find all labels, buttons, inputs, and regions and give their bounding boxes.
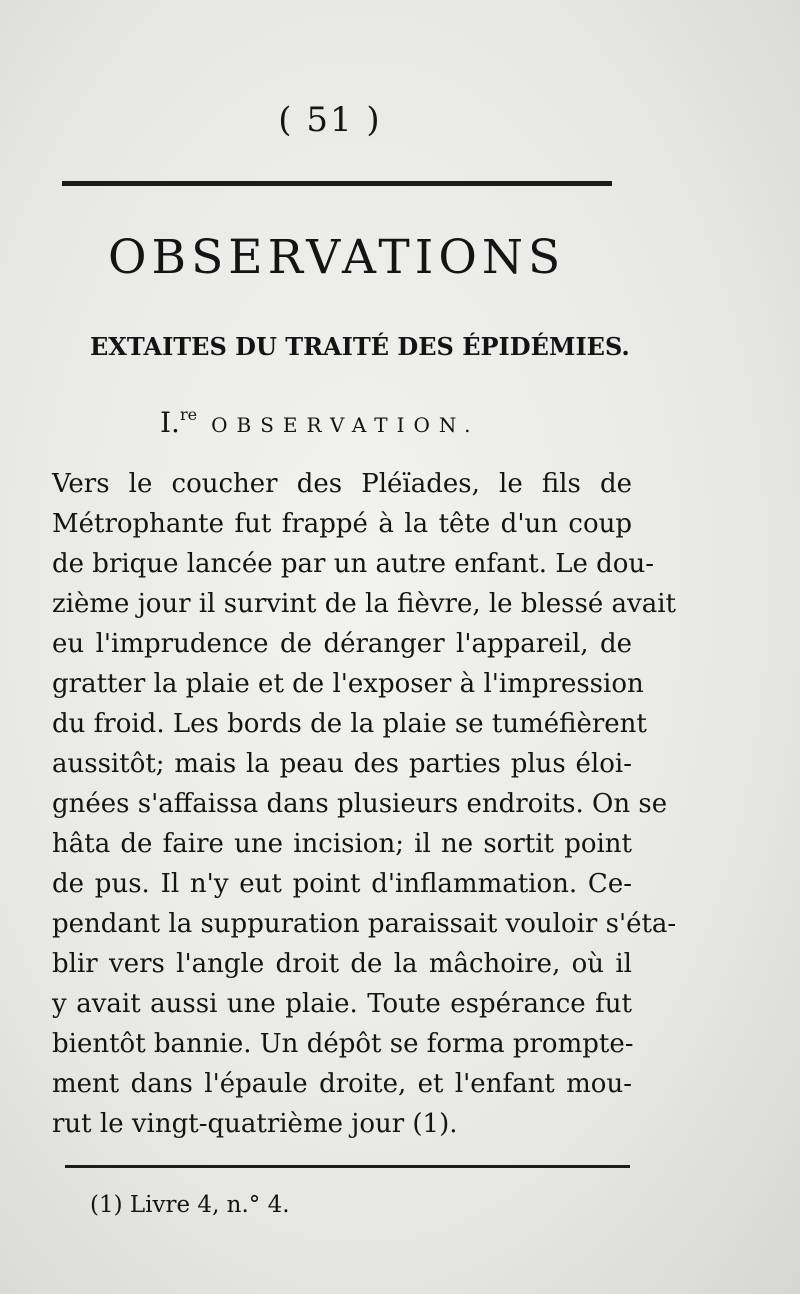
text-line: hâta de faire une incision; il ne sortit point [52, 829, 632, 859]
footnote-rule [65, 1165, 630, 1168]
observation-heading [160, 405, 560, 439]
text-line: Vers le coucher des Pléïades, le fils de [52, 469, 632, 499]
text-line: pendant la suppuration paraissait vouloir s'éta- [52, 909, 677, 939]
text-line: bientôt bannie. Un dépôt se forma prompte- [52, 1029, 634, 1059]
section-subtitle: EXTAITES DU TRAITÉ DES ÉPIDÉMIES. [90, 332, 630, 361]
text-line: de brique lancée par un autre enfant. Le dou- [52, 549, 654, 579]
text-line: eu l'imprudence de déranger l'appareil, de [52, 629, 632, 659]
observation-number-superscript: re [179, 405, 198, 424]
text-line: de pus. Il n'y eut point d'inflammation. Ce- [52, 869, 632, 899]
page-number: ( 51 ) [278, 100, 382, 140]
section-title: OBSERVATIONS [108, 230, 566, 285]
text-line: du froid. Les bords de la plaie se tuméfièrent [52, 709, 647, 739]
observation-label: OBSERVATION. [211, 413, 480, 437]
text-line: rut le vingt-quatrième jour (1). [52, 1109, 458, 1139]
text-line: Métrophante fut frappé à la tête d'un coup [52, 509, 632, 539]
text-line: ment dans l'épaule droite, et l'enfant mou- [52, 1069, 632, 1099]
footnote: (1) Livre 4, n.° 4. [90, 1192, 290, 1218]
text-line: aussitôt; mais la peau des parties plus éloi- [52, 749, 632, 779]
body-text [52, 464, 677, 1144]
observation-number: I.$^{re}$ [160, 405, 198, 439]
text-line: zième jour il survint de la fièvre, le blessé avait [52, 589, 676, 619]
text-line: gnées s'affaissa dans plusieurs endroits. On se [52, 789, 668, 819]
text-line: blir vers l'angle droit de la mâchoire, où il [52, 949, 632, 979]
text-line: y avait aussi une plaie. Toute espérance fut [52, 989, 632, 1019]
text-line: gratter la plaie et de l'exposer à l'impression [52, 669, 644, 699]
header-rule [62, 181, 612, 186]
